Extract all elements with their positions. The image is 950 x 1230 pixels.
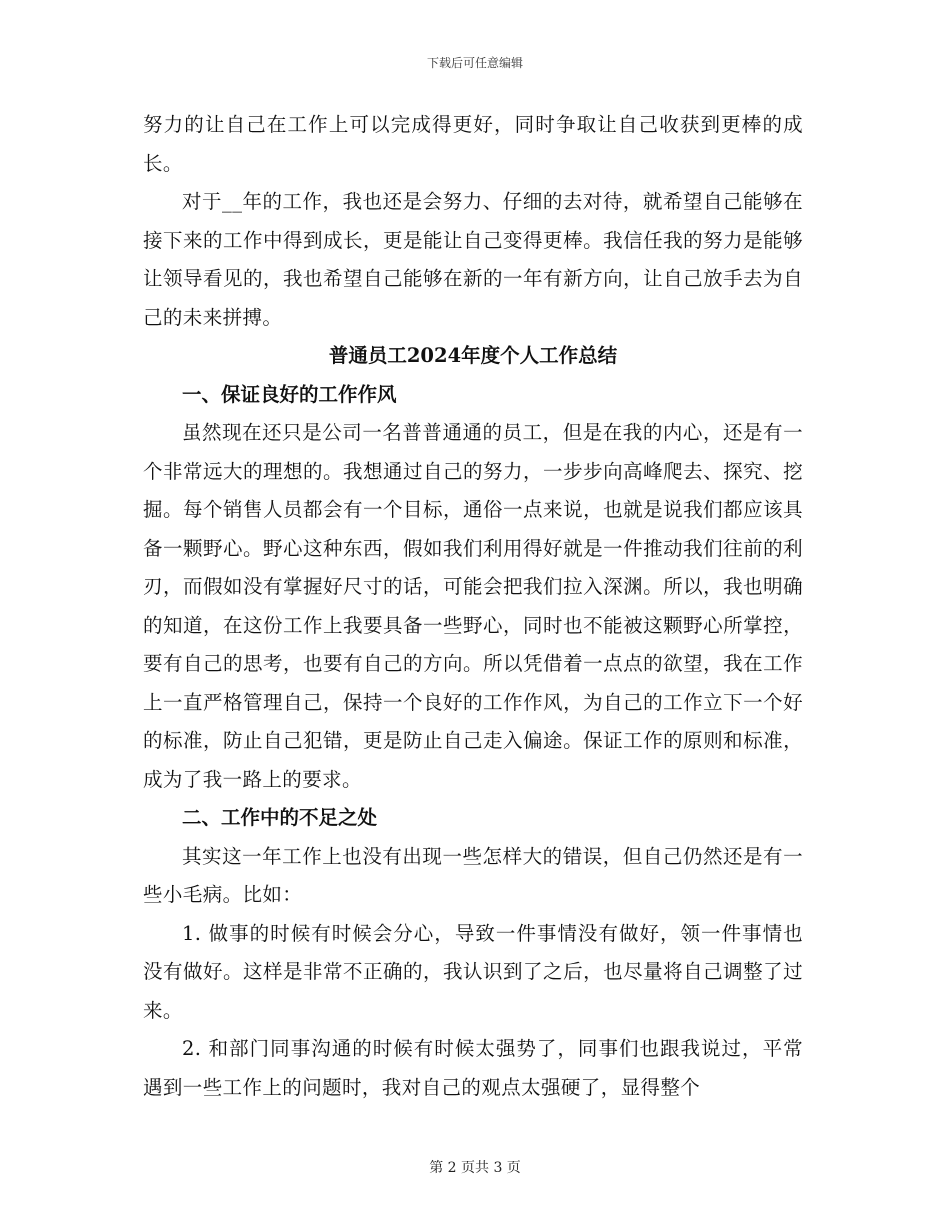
list-item-1: 1. 做事的时候有时候会分心，导致一件事情没有做好，领一件事情也没有做好。这样是非常不正确的，我认识到了之后，也尽量将自己调整了过来。 [143, 921, 803, 1022]
page-footer: 第 2 页共 3 页 [429, 1160, 521, 1176]
section-heading-1: 一、保证良好的工作作风 [182, 382, 397, 406]
paragraph-continuation: 努力的让自己在工作上可以完成得更好，同时争取让自己收获到更棒的成长。 [143, 113, 803, 175]
paragraph-shortcomings-intro: 其实这一年工作上也没有出现一些怎样大的错误，但自己仍然还是有一些小毛病。比如： [143, 844, 803, 906]
page-header: 下载后可任意编辑 [426, 56, 523, 70]
paragraph-work-style: 虽然现在还只是公司一名普普通通的员工，但是在我的内心，还是有一个非常远大的理想的。我想通过自己的努力，一步步向高峰爬去、探究、挖掘。每个销售人员都会有一个目标，通俗一点来说，也就是说我们都应该具备一颗野心。野心这种东西，假如我们利用得好就是一件推动我们往前的利刃，而假如没有掌握好尺寸的话，可能会把我们拉入深渊。所以，我也明确的知道，在这份工作上我要具备一些野心，同时也不能被这颗野心所掌控，要有自己的思考，也要有自己的方向。所以凭借着一点点的欲望，我在工作上一直严格管理自己，保持一个良好的工作作风，为自己的工作立下一个好的标准，防止自己犯错，更是防止自己走入偏途。保证工作的原则和标准，成为了我一路上的要求。 [143, 421, 803, 791]
document-title: 普通员工2024年度个人工作总结 [328, 344, 618, 367]
section-heading-2: 二、工作中的不足之处 [182, 806, 378, 829]
document-body [143, 106, 803, 1107]
list-item-2: 2. 和部门同事沟通的时候有时候太强势了，同事们也跟我说过，平常遇到一些工作上的问题时，我对自己的观点太强硬了，显得整个 [143, 1037, 803, 1099]
paragraph-plan: 对于__年的工作，我也还是会努力、仔细的去对待，就希望自己能够在接下来的工作中得到成长，更是能让自己变得更棒。我信任我的努力是能够让领导看见的，我也希望自己能够在新的一年有新方向，让自己放手去为自己的未来拼搏。 [143, 190, 803, 329]
